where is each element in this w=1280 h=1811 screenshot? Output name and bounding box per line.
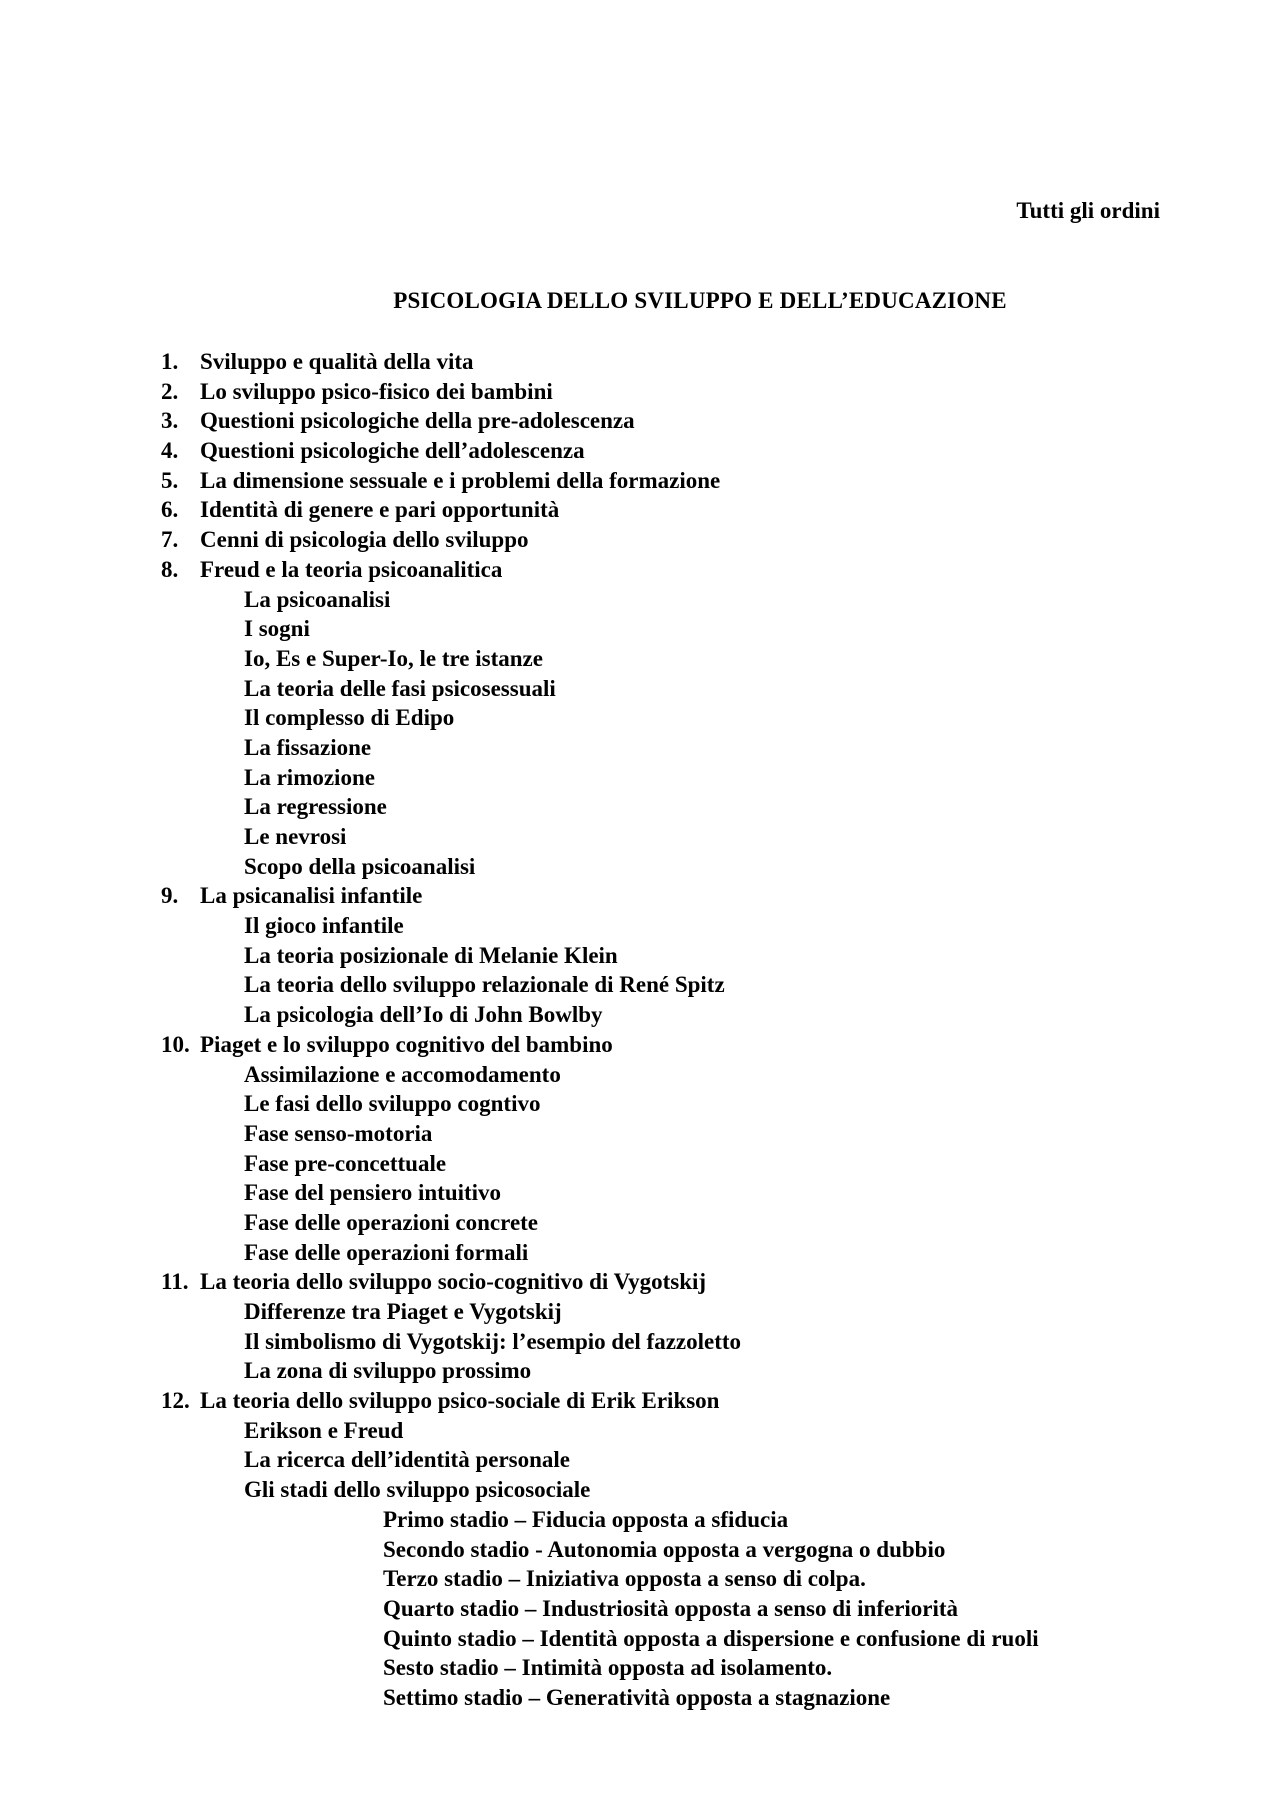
toc-item-label: I sogni	[244, 616, 310, 642]
toc-item-label: Piaget e lo sviluppo cognitivo del bambino	[200, 1031, 613, 1057]
toc-item	[161, 1386, 1240, 1416]
toc-item-label: Scopo della psicoanalisi	[244, 853, 476, 879]
toc-item	[161, 1327, 1240, 1357]
toc-item-label: Lo sviluppo psico-fisico dei bambini	[200, 378, 553, 404]
toc-item-label: La rimozione	[244, 764, 375, 790]
toc-item	[161, 1356, 1240, 1386]
toc-item	[161, 406, 1240, 436]
toc-item-label: Secondo stadio - Autonomia opposta a vergogna o dubbio	[383, 1536, 946, 1562]
toc-item-label: Identità di genere e pari opportunità	[200, 497, 560, 523]
toc-item	[161, 614, 1240, 644]
toc-item-label: Primo stadio – Fiducia opposta a sfiducia	[383, 1506, 789, 1532]
toc-item	[161, 852, 1240, 882]
toc-item	[161, 970, 1240, 1000]
toc-item	[161, 1535, 1240, 1565]
toc-item-label: Il gioco infantile	[244, 913, 404, 939]
toc-item	[161, 792, 1240, 822]
toc-item-label: Le fasi dello sviluppo cogntivo	[244, 1091, 541, 1117]
toc-item	[161, 1564, 1240, 1594]
toc-item	[161, 1208, 1240, 1238]
toc-item	[161, 1594, 1240, 1624]
toc-item-label: La teoria dello sviluppo relazionale di René Spitz	[244, 972, 725, 998]
toc-item-label: Freud e la teoria psicoanalitica	[200, 556, 503, 582]
toc-item-number: 5.	[161, 467, 179, 493]
toc-item-number: 7.	[161, 527, 179, 553]
toc-item-label: La zona di sviluppo prossimo	[244, 1358, 532, 1384]
toc-item-label: Fase delle operazioni concrete	[244, 1209, 539, 1235]
toc-item	[161, 585, 1240, 615]
toc-item	[161, 1030, 1240, 1060]
toc-item	[161, 763, 1240, 793]
toc-item-label: La teoria dello sviluppo psico-sociale di Erik Erikson	[200, 1388, 720, 1414]
toc-item	[161, 733, 1240, 763]
toc-item-label: Erikson e Freud	[244, 1417, 404, 1443]
toc-item-label: La fissazione	[244, 734, 372, 760]
toc-item-number: 2.	[161, 378, 179, 404]
toc-item-label: Gli stadi dello sviluppo psicosociale	[244, 1477, 591, 1503]
toc-item	[161, 1000, 1240, 1030]
toc-item-label: Cenni di psicologia dello sviluppo	[200, 527, 529, 553]
toc-item-label: Sesto stadio – Intimità opposta ad isolamento.	[383, 1655, 833, 1681]
toc-item	[161, 1475, 1240, 1505]
toc-item-label: La ricerca dell’identità personale	[244, 1447, 570, 1473]
toc-item	[161, 436, 1240, 466]
toc-item-number: 4.	[161, 438, 179, 464]
toc-item	[161, 377, 1240, 407]
toc-item-number: 10.	[161, 1031, 190, 1057]
toc-item	[161, 1505, 1240, 1535]
toc-item-number: 1.	[161, 349, 179, 374]
toc-item	[161, 1445, 1240, 1475]
toc-item	[161, 1119, 1240, 1149]
toc-item-label: Questioni psicologiche della pre-adolescenza	[200, 408, 635, 434]
toc-item-label: La teoria delle fasi psicosessuali	[244, 675, 556, 701]
toc-item-label: Io, Es e Super-Io, le tre istanze	[244, 645, 543, 671]
toc-item	[161, 1267, 1240, 1297]
toc-item-label: Fase pre-concettuale	[244, 1150, 447, 1176]
toc-item-label: Terzo stadio – Iniziativa opposta a senso di colpa.	[383, 1566, 866, 1592]
toc-item	[161, 674, 1240, 704]
toc-item	[161, 1060, 1240, 1090]
toc-item	[161, 1653, 1240, 1683]
table-of-contents	[161, 347, 1240, 1713]
toc-item	[161, 881, 1240, 911]
toc-item	[161, 941, 1240, 971]
toc-item-label: Quinto stadio – Identità opposta a dispersione e confusione di ruoli	[383, 1625, 1039, 1651]
toc-item-label: La psicoanalisi	[244, 586, 391, 612]
toc-item	[161, 466, 1240, 496]
toc-item-label: La psicanalisi infantile	[200, 883, 423, 909]
toc-item-label: La teoria dello sviluppo socio-cognitivo di Vygotskij	[200, 1269, 707, 1295]
toc-item-label: Fase delle operazioni formali	[244, 1239, 529, 1265]
toc-item-label: Le nevrosi	[244, 824, 347, 849]
toc-item	[161, 525, 1240, 555]
toc-item	[161, 347, 1240, 377]
toc-item-label: La teoria posizionale di Melanie Klein	[244, 942, 618, 968]
toc-item-number: 8.	[161, 556, 179, 582]
toc-item-number: 6.	[161, 497, 179, 523]
toc-item-label: Sviluppo e qualità della vita	[200, 349, 474, 374]
toc-item-label: La psicologia dell’Io di John Bowlby	[244, 1002, 603, 1028]
toc-item	[161, 1089, 1240, 1119]
toc-item	[161, 1624, 1240, 1654]
toc-item-label: Differenze tra Piaget e Vygotskij	[244, 1299, 562, 1324]
toc-item-label: Fase del pensiero intuitivo	[244, 1180, 502, 1206]
toc-item-label: La regressione	[244, 794, 387, 820]
header-right-text: Tutti gli ordini	[1016, 198, 1160, 223]
toc-item	[161, 1149, 1240, 1179]
toc-item-label: Assimilazione e accomodamento	[244, 1061, 561, 1087]
toc-item	[161, 555, 1240, 585]
toc-item	[161, 1416, 1240, 1446]
toc-item	[161, 911, 1240, 941]
toc-item	[161, 1683, 1240, 1713]
toc-item	[161, 495, 1240, 525]
toc-item-label: Fase senso-motoria	[244, 1120, 433, 1146]
toc-item-number: 3.	[161, 408, 179, 434]
toc-item	[161, 703, 1240, 733]
toc-item	[161, 1297, 1240, 1327]
toc-item-label: Il complesso di Edipo	[244, 705, 455, 731]
toc-item-label: Il simbolismo di Vygotskij: l’esempio del fazzoletto	[244, 1328, 742, 1354]
toc-item-label: La dimensione sessuale e i problemi della formazione	[200, 467, 721, 493]
toc-item	[161, 1178, 1240, 1208]
toc-item	[161, 822, 1240, 852]
toc-item-label: Quarto stadio – Industriosità opposta a senso di inferiorità	[383, 1595, 959, 1621]
toc-item-number: 12.	[161, 1388, 190, 1414]
toc-item-number: 11.	[161, 1269, 189, 1295]
toc-item-label: Settimo stadio – Generatività opposta a stagnazione	[383, 1684, 891, 1710]
toc-item	[161, 644, 1240, 674]
toc-item	[161, 1238, 1240, 1268]
document-title: PSICOLOGIA DELLO SVILUPPO E DELL’EDUCAZIONE	[393, 288, 1007, 313]
toc-item-label: Questioni psicologiche dell’adolescenza	[200, 438, 585, 464]
toc-item-number: 9.	[161, 883, 179, 909]
